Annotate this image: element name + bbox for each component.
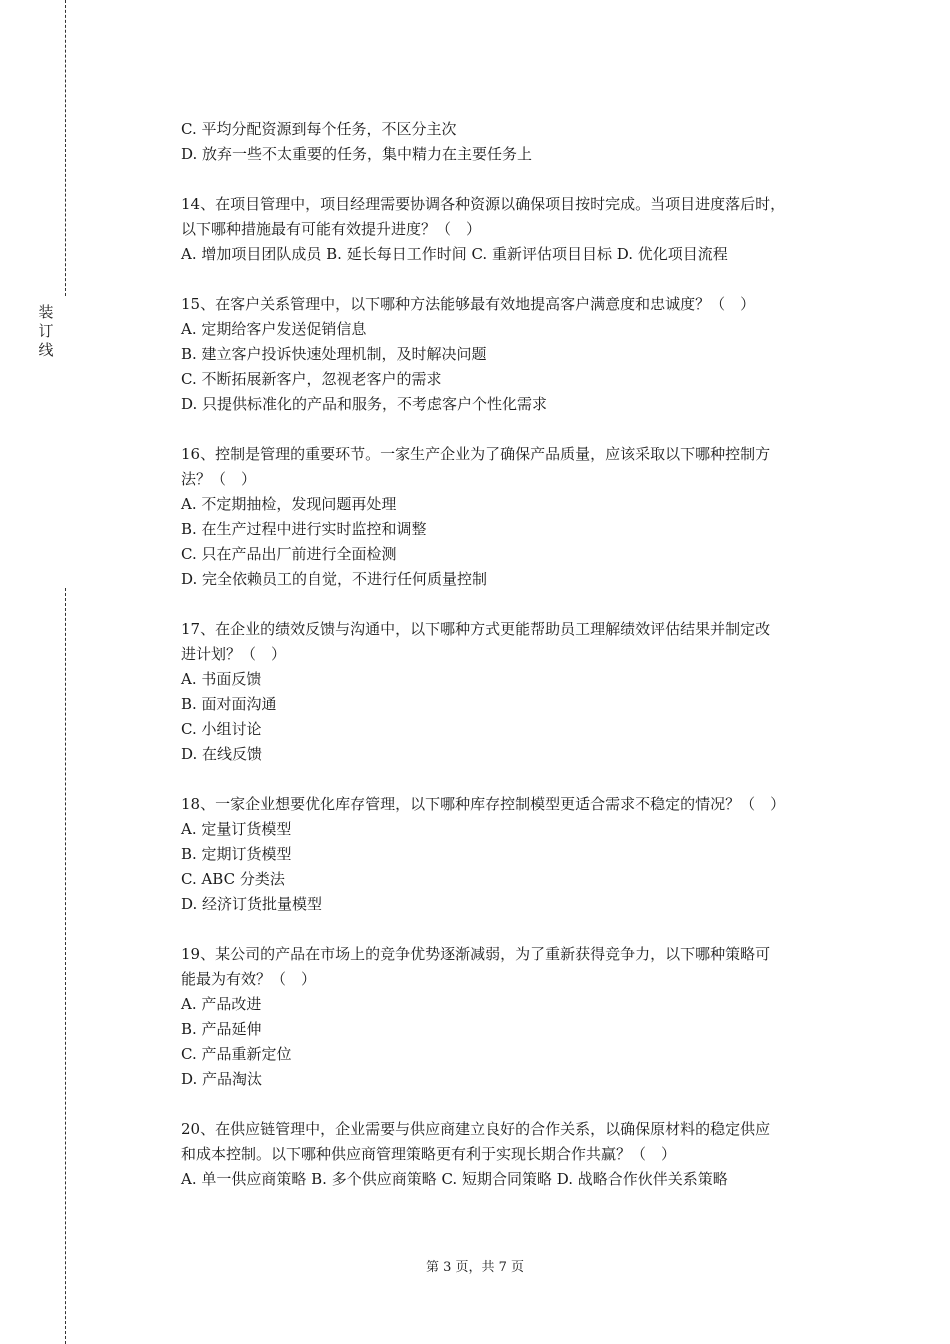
question-13-tail bbox=[181, 117, 846, 167]
binding-line-top bbox=[65, 0, 66, 296]
question-19 bbox=[181, 942, 846, 1092]
question-text: 能最为有效？（ ） bbox=[181, 970, 317, 988]
option-a: A. 不定期抽检，发现问题再处理 bbox=[181, 495, 397, 513]
question-text: 20、在供应链管理中，企业需要与供应商建立良好的合作关系，以确保原材料的稳定供应 bbox=[181, 1120, 771, 1138]
options-inline: A. 增加项目团队成员 B. 延长每日工作时间 C. 重新评估项目目标 D. 优化项目流程 bbox=[181, 245, 728, 263]
option-c: C. 平均分配资源到每个任务，不区分主次 bbox=[181, 120, 457, 138]
question-20 bbox=[181, 1117, 846, 1192]
option-d: D. 产品淘汰 bbox=[181, 1070, 263, 1088]
option-d: D. 放弃一些不太重要的任务，集中精力在主要任务上 bbox=[181, 145, 533, 163]
option-c: C. 小组讨论 bbox=[181, 720, 262, 738]
option-d: D. 经济订货批量模型 bbox=[181, 895, 323, 913]
question-16 bbox=[181, 442, 846, 592]
question-17 bbox=[181, 617, 846, 767]
option-a: A. 书面反馈 bbox=[181, 670, 262, 688]
option-a: A. 定量订货模型 bbox=[181, 820, 292, 838]
question-list bbox=[181, 117, 846, 1192]
question-text: 14、在项目管理中，项目经理需要协调各种资源以确保项目按时完成。当项目进度落后时， bbox=[181, 195, 786, 213]
option-b: B. 面对面沟通 bbox=[181, 695, 277, 713]
option-b: B. 建立客户投诉快速处理机制，及时解决问题 bbox=[181, 345, 487, 363]
page-footer: 第 3 页，共 7 页 bbox=[425, 1260, 525, 1275]
question-text: 15、在客户关系管理中，以下哪种方法能够最有效地提高客户满意度和忠诚度？（ ） bbox=[181, 295, 756, 313]
options-inline: A. 单一供应商策略 B. 多个供应商策略 C. 短期合同策略 D. 战略合作伙伴关系策略 bbox=[181, 1170, 728, 1188]
binding-label bbox=[36, 303, 56, 360]
binding-char: 线 bbox=[38, 341, 54, 359]
question-text: 18、一家企业想要优化库存管理，以下哪种库存控制模型更适合需求不稳定的情况？（ ） bbox=[181, 795, 786, 813]
question-text: 17、在企业的绩效反馈与沟通中，以下哪种方式更能帮助员工理解绩效评估结果并制定改 bbox=[181, 620, 771, 638]
question-text: 19、某公司的产品在市场上的竞争优势逐渐减弱，为了重新获得竞争力，以下哪种策略可 bbox=[181, 945, 771, 963]
option-c: C. 只在产品出厂前进行全面检测 bbox=[181, 545, 397, 563]
option-a: A. 定期给客户发送促销信息 bbox=[181, 320, 367, 338]
option-b: B. 定期订货模型 bbox=[181, 845, 292, 863]
option-c: C. 不断拓展新客户，忽视老客户的需求 bbox=[181, 370, 442, 388]
option-c: C. ABC 分类法 bbox=[181, 870, 285, 888]
binding-char: 订 bbox=[38, 322, 54, 340]
option-c: C. 产品重新定位 bbox=[181, 1045, 292, 1063]
question-15 bbox=[181, 292, 846, 417]
question-text: 进计划？（ ） bbox=[181, 645, 287, 663]
question-18 bbox=[181, 792, 846, 917]
question-text: 以下哪种措施最有可能有效提升进度？（ ） bbox=[181, 220, 482, 238]
option-a: A. 产品改进 bbox=[181, 995, 262, 1013]
option-b: B. 在生产过程中进行实时监控和调整 bbox=[181, 520, 427, 538]
option-d: D. 完全依赖员工的自觉，不进行任何质量控制 bbox=[181, 570, 488, 588]
option-d: D. 只提供标准化的产品和服务，不考虑客户个性化需求 bbox=[181, 395, 548, 413]
question-text: 和成本控制。以下哪种供应商管理策略更有利于实现长期合作共赢？（ ） bbox=[181, 1145, 677, 1163]
question-text: 法？（ ） bbox=[181, 470, 257, 488]
question-text: 16、控制是管理的重要环节。一家生产企业为了确保产品质量，应该采取以下哪种控制方 bbox=[181, 445, 771, 463]
option-d: D. 在线反馈 bbox=[181, 745, 263, 763]
binding-line-bottom bbox=[65, 588, 66, 1344]
option-b: B. 产品延伸 bbox=[181, 1020, 262, 1038]
question-14 bbox=[181, 192, 846, 267]
binding-char: 装 bbox=[38, 303, 54, 321]
